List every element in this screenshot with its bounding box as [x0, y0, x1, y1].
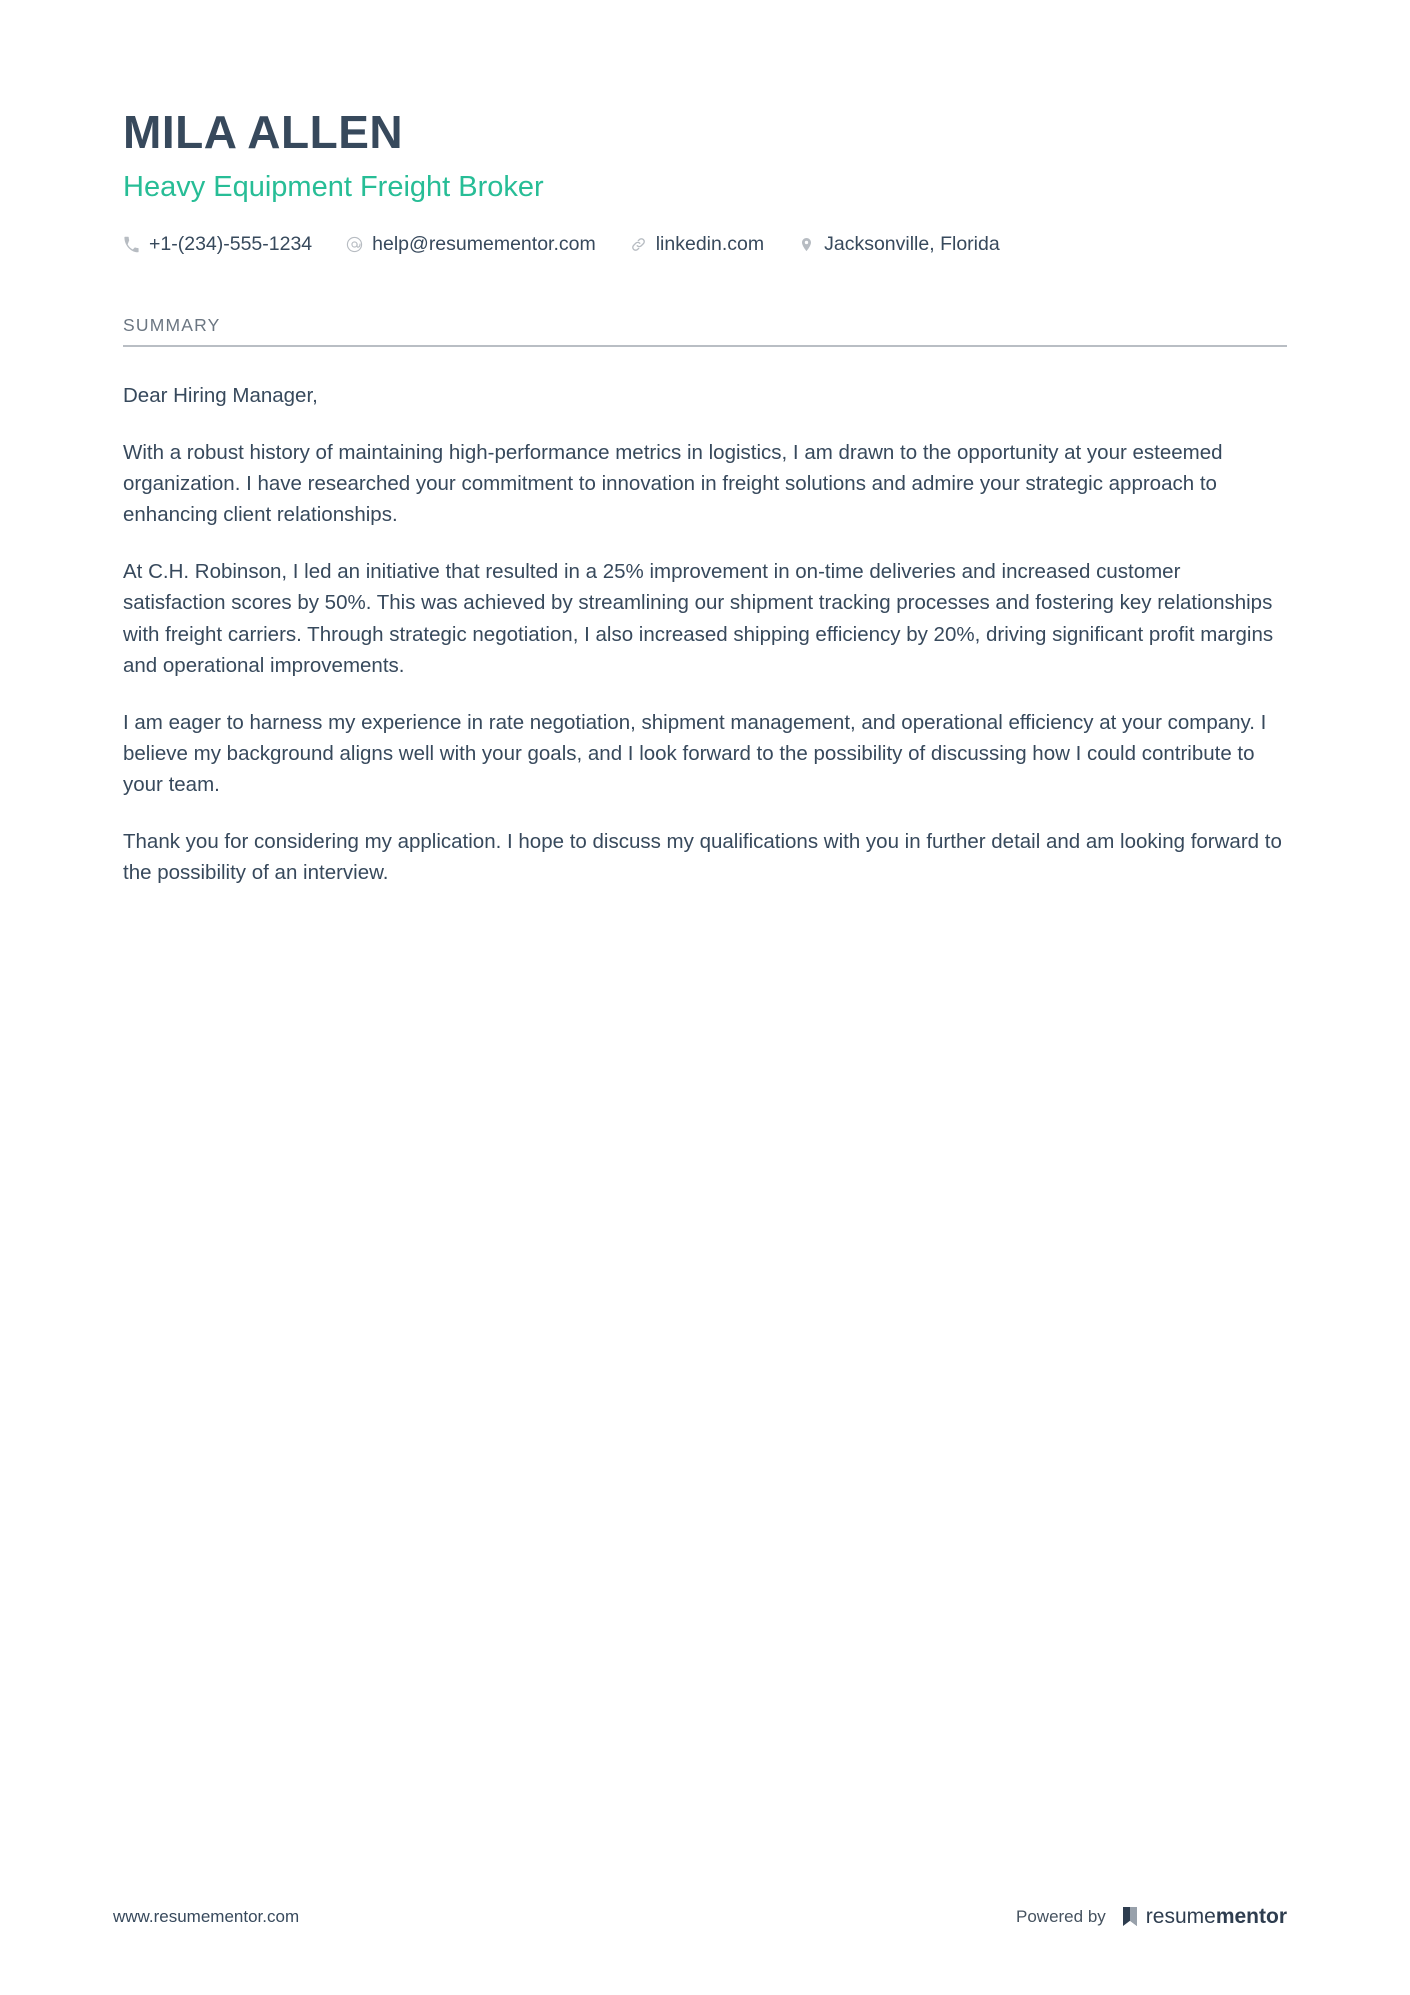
- contact-location-value: Jacksonville, Florida: [824, 233, 1000, 256]
- email-icon: [346, 236, 363, 253]
- letter-paragraph-4: Thank you for considering my application. I hope to discuss my qualifications with you in further detail and am looking forward to the possibility of an interview.: [123, 830, 1282, 885]
- summary-body: [123, 380, 1287, 889]
- phone-icon: [123, 236, 140, 253]
- footer-branding: [1016, 1906, 1287, 1927]
- contact-email-value: help@resumementor.com: [372, 233, 596, 256]
- location-icon: [798, 236, 815, 253]
- contact-phone-value: +1-(234)-555-1234: [149, 233, 313, 256]
- page-title: MILA ALLEN: [123, 106, 404, 158]
- section-divider: [123, 345, 1287, 347]
- letter-header: [123, 0, 1287, 255]
- letter-paragraph-3: I am eager to harness my experience in rate negotiation, shipment management, and operational efficiency at your company. I believe my background aligns well with your goals, and I look forward to the possibility of discussing how I could contribute to your team.: [123, 710, 1267, 797]
- letter-salutation: Dear Hiring Manager,: [123, 383, 318, 407]
- footer-website-url[interactable]: www.resumementor.com: [113, 1906, 300, 1926]
- brand-name-light: resume: [1145, 1905, 1216, 1928]
- contact-email[interactable]: [346, 235, 596, 255]
- contact-phone[interactable]: [123, 235, 312, 255]
- contact-location[interactable]: [798, 235, 1000, 255]
- link-icon: [630, 236, 647, 253]
- job-title: Heavy Equipment Freight Broker: [123, 171, 544, 204]
- contact-link[interactable]: [630, 235, 764, 255]
- page-footer: [113, 1906, 1287, 1927]
- letter-paragraph-2: At C.H. Robinson, I led an initiative that resulted in a 25% improvement in on-time deliveries and increased customer satisfaction scores by 50%. This was achieved by streamlining our shipment tracking processes and fostering key relationships with freight carriers. Through strategic negotiation, I also increased shipping efficiency by 20%, driving significant profit margins and operational improvements.: [123, 560, 1274, 677]
- powered-by-label: Powered by: [1016, 1906, 1106, 1926]
- summary-section: [123, 315, 1287, 889]
- resumementor-logo[interactable]: [1122, 1906, 1287, 1927]
- contact-link-value: linkedin.com: [655, 233, 765, 256]
- contact-row: [123, 235, 1287, 255]
- bookmark-icon: [1122, 1906, 1139, 1927]
- letter-paragraph-1: With a robust history of maintaining high-performance metrics in logistics, I am drawn to the opportunity at your esteemed organization. I have researched your commitment to innovation in freight solutions and admire your strategic approach to enhancing client relationships.: [123, 440, 1223, 527]
- page-content: [123, 0, 1287, 889]
- section-heading-summary: SUMMARY: [123, 314, 221, 335]
- brand-name-bold: mentor: [1215, 1905, 1287, 1928]
